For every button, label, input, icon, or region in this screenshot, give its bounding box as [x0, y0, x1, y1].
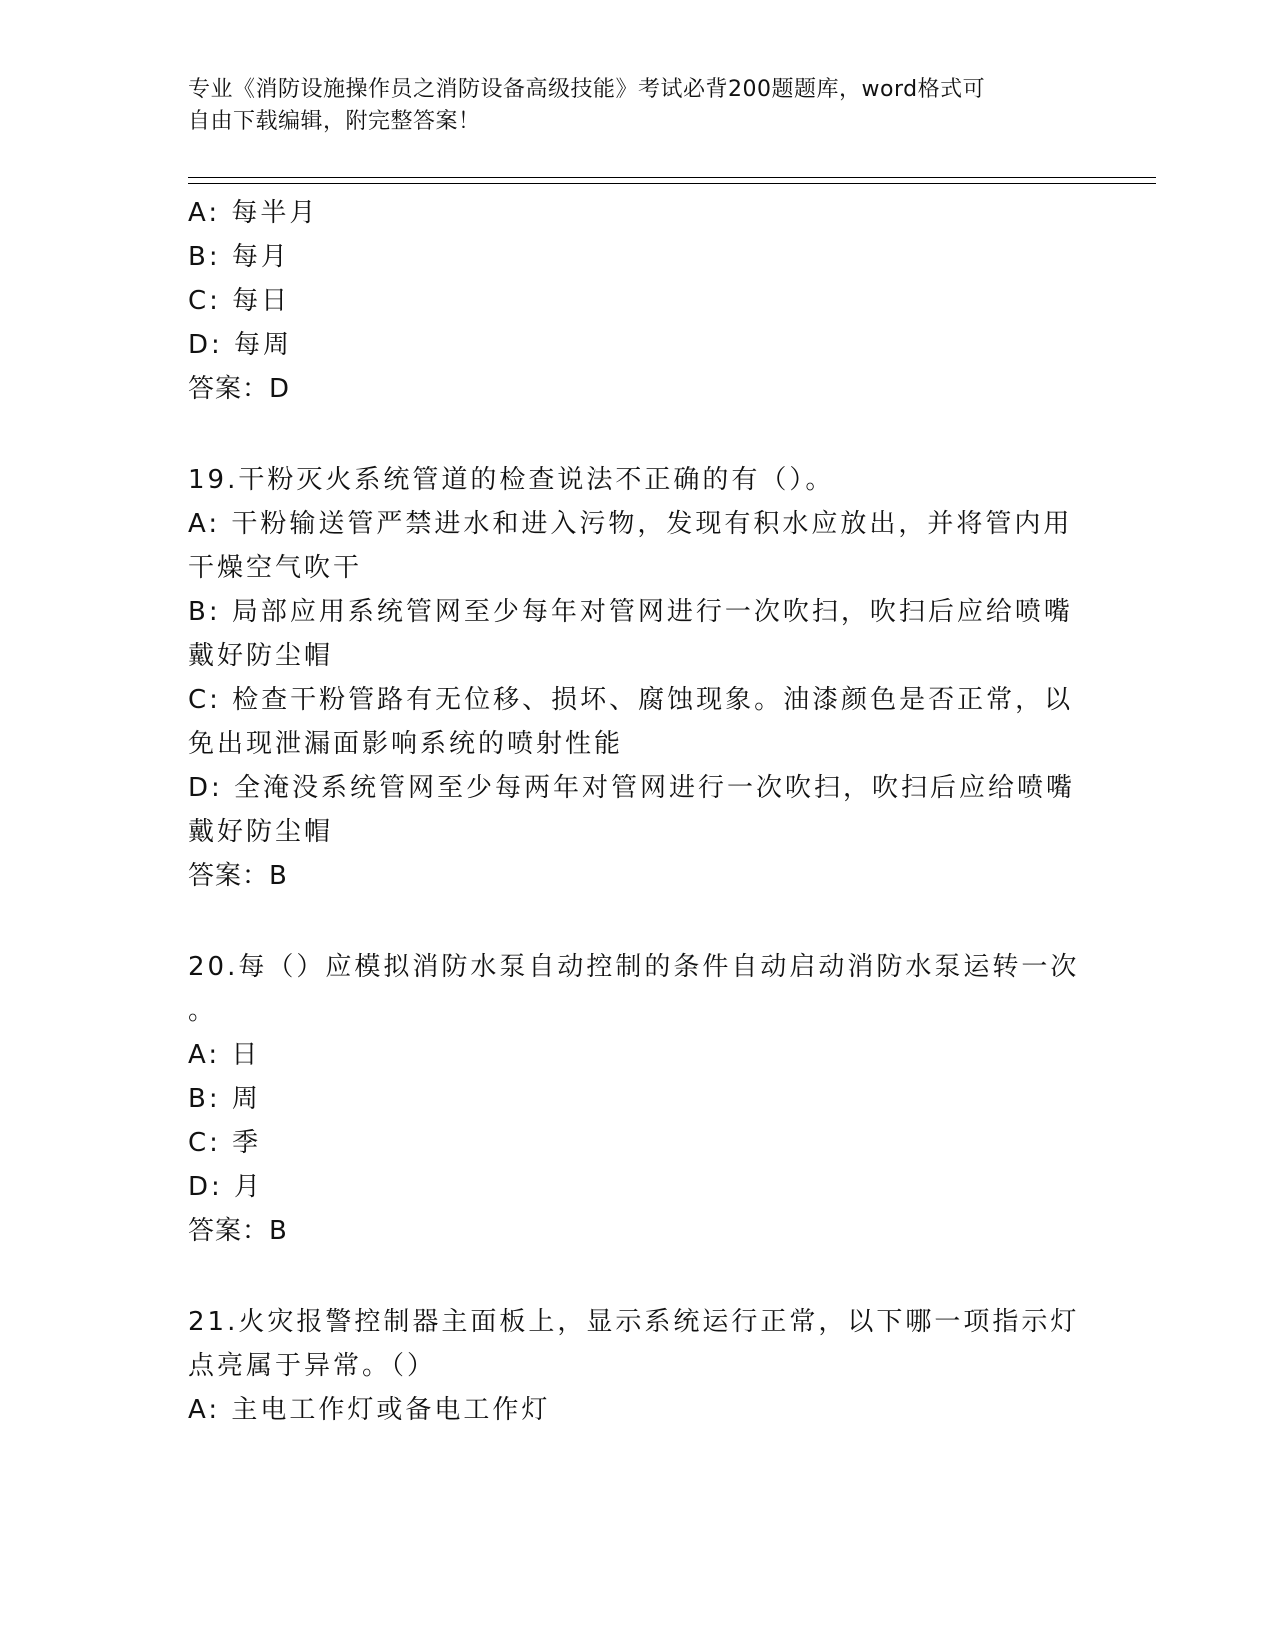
option-a: A: 干粉输送管严禁进水和进入污物，发现有积水应放出，并将管内用 [188, 509, 1073, 539]
option-d: D: 月 [188, 1172, 264, 1202]
question-21 [188, 1300, 1088, 1432]
answer-line: 答案：B [188, 1216, 288, 1246]
option-b: B: 每月 [188, 242, 290, 272]
question-19 [188, 458, 1088, 898]
option-a: A: 每半月 [188, 198, 319, 228]
header-divider [188, 177, 1156, 184]
option-c-continued: 免出现泄漏面影响系统的喷射性能 [188, 729, 624, 759]
option-c: C: 季 [188, 1128, 262, 1158]
question-18-options [188, 191, 1088, 411]
option-c: C: 检查干粉管路有无位移、损坏、腐蚀现象。油漆颜色是否正常，以 [188, 685, 1074, 715]
answer-line: 答案：D [188, 374, 291, 404]
option-d: D: 全淹没系统管网至少每两年对管网进行一次吹扫，吹扫后应给喷嘴 [188, 773, 1076, 803]
question-content [188, 191, 1088, 1432]
question-stem: 20.每（）应模拟消防水泵自动控制的条件自动启动消防水泵运转一次 [188, 952, 1080, 982]
document-header [188, 74, 1068, 138]
spacer [188, 1253, 1088, 1300]
option-d-continued: 戴好防尘帽 [188, 817, 334, 847]
spacer [188, 411, 1088, 458]
option-c: C: 每日 [188, 286, 291, 316]
question-stem-continued: 点亮属于异常。（） [188, 1351, 437, 1381]
question-20 [188, 945, 1088, 1253]
question-stem-continued: 。 [188, 996, 218, 1026]
answer-line: 答案：B [188, 861, 288, 891]
option-b: B: 局部应用系统管网至少每年对管网进行一次吹扫，吹扫后应给喷嘴 [188, 597, 1073, 627]
header-title-line-2: 自由下载编辑，附完整答案！ [188, 109, 481, 134]
header-title-line-1: 专业《消防设施操作员之消防设备高级技能》考试必背200题题库，word格式可 [188, 77, 986, 102]
spacer [188, 898, 1088, 945]
question-stem: 21.火灾报警控制器主面板上，显示系统运行正常，以下哪一项指示灯 [188, 1307, 1080, 1337]
option-d: D: 每周 [188, 330, 293, 360]
question-stem: 19.干粉灭火系统管道的检查说法不正确的有（）。 [188, 465, 835, 495]
option-a: A: 日 [188, 1040, 261, 1070]
option-b-continued: 戴好防尘帽 [188, 641, 334, 671]
option-a-continued: 干燥空气吹干 [188, 553, 363, 583]
option-a: A: 主电工作灯或备电工作灯 [188, 1395, 551, 1425]
option-b: B: 周 [188, 1084, 261, 1114]
